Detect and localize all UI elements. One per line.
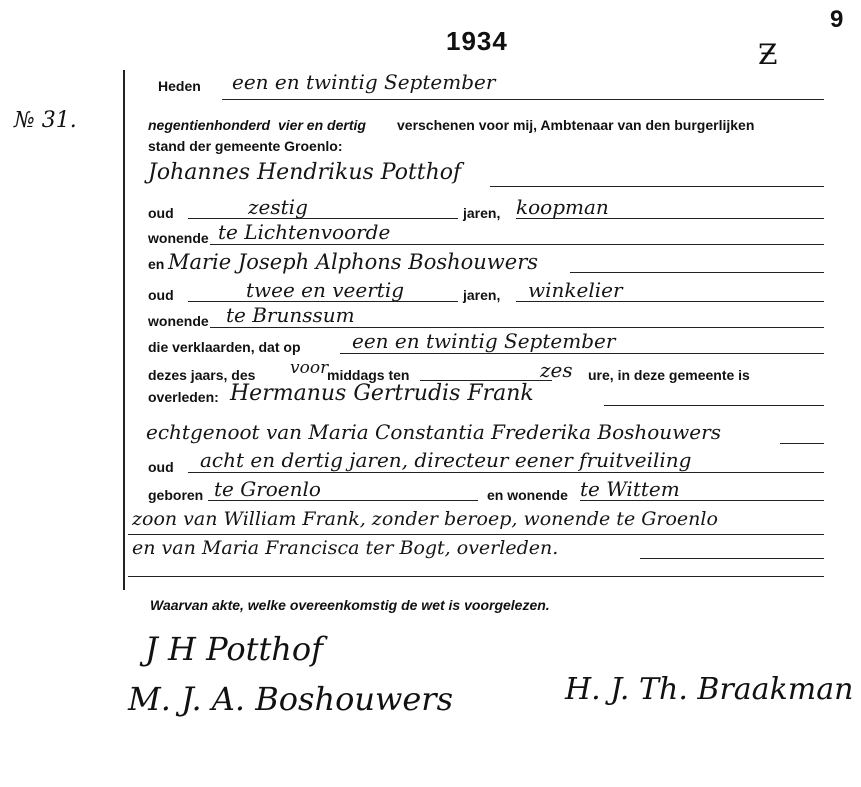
label-en: en [148,256,165,272]
rule-line [640,558,824,560]
rule-line [188,472,824,474]
label-oud: oud [148,459,174,475]
margin-line [123,70,125,590]
label-jaren: jaren, [463,205,501,221]
handwritten-hour: zes [540,358,573,382]
label-vier-en-dertig: vier en dertig [278,117,366,133]
handwritten-declarant2-occupation: winkelier [528,278,623,302]
handwritten-spouse: echtgenoot van Maria Constantia Frederika Boshouwers [146,420,721,444]
label-verschenen: verschenen voor mij, Ambtenaar van den burgerlijken [397,117,755,133]
label-wonende: wonende [148,313,209,329]
entry-number: № 31. [14,108,77,133]
corner-mark: Ƶ [758,38,778,71]
handwritten-declarant2-age: twee en veertig [246,278,405,302]
label-wonende: wonende [148,230,209,246]
rule-line [128,576,824,578]
rule-line [780,443,824,445]
signature-boshouwers: M. J. A. Boshouwers [128,680,453,718]
label-en-wonende: en wonende [487,487,568,503]
handwritten-time-of-day: voor [290,358,329,378]
label-middags-ten: middags ten [327,367,410,383]
handwritten-parents-line1: zoon van William Frank, zonder beroep, wonende te Groenlo [132,508,718,530]
handwritten-deceased-name: Hermanus Gertrudis Frank [230,381,534,406]
rule-line [222,99,824,101]
rule-line [340,353,824,355]
rule-line [570,272,824,274]
label-die-verklaarden: die verklaarden, dat op [148,339,301,355]
rule-line [604,405,824,407]
rule-line [516,301,824,303]
rule-line [208,500,478,502]
label-jaren: jaren, [463,287,501,303]
handwritten-date: een en twintig September [232,70,496,94]
handwritten-declarant1-name: Johannes Hendrikus Potthof [148,160,462,185]
signature-registrar: H. J. Th. Braakman [565,672,854,707]
label-stand: stand der gemeente Groenlo: [148,138,343,154]
label-ure: ure, in deze gemeente is [588,367,750,383]
label-overleden: overleden: [148,389,219,405]
rule-line [210,244,824,246]
rule-line [516,218,824,220]
handwritten-death-date: een en twintig September [352,329,616,353]
label-oud: oud [148,205,174,221]
handwritten-deceased-age-occupation: acht en dertig jaren, directeur eener fruitveiling [200,448,692,472]
handwritten-declarant1-residence: te Lichtenvoorde [218,220,391,244]
handwritten-parents-line2: en van Maria Francisca ter Bogt, overleden. [132,537,559,559]
closing-statement: Waarvan akte, welke overeenkomstig de wet is voorgelezen. [150,597,550,613]
label-oud: oud [148,287,174,303]
handwritten-declarant2-residence: te Brunssum [226,303,355,327]
handwritten-declarant1-age: zestig [248,195,308,219]
handwritten-birthplace: te Groenlo [214,477,321,501]
label-negentienhonderd: negentienhonderd [148,117,271,133]
signature-potthof: J H Potthof [145,630,324,668]
rule-line [580,500,824,502]
rule-line [490,186,824,188]
handwritten-residence: te Wittem [580,477,680,501]
handwritten-declarant1-occupation: koopman [516,195,609,219]
page-number: 9 [830,6,844,33]
label-heden: Heden [158,78,201,94]
label-dezes-jaars: dezes jaars, des [148,367,256,383]
handwritten-declarant2-name: Marie Joseph Alphons Boshouwers [168,250,539,274]
rule-line [128,534,824,536]
year-heading: 1934 [446,26,508,56]
label-geboren: geboren [148,487,204,503]
